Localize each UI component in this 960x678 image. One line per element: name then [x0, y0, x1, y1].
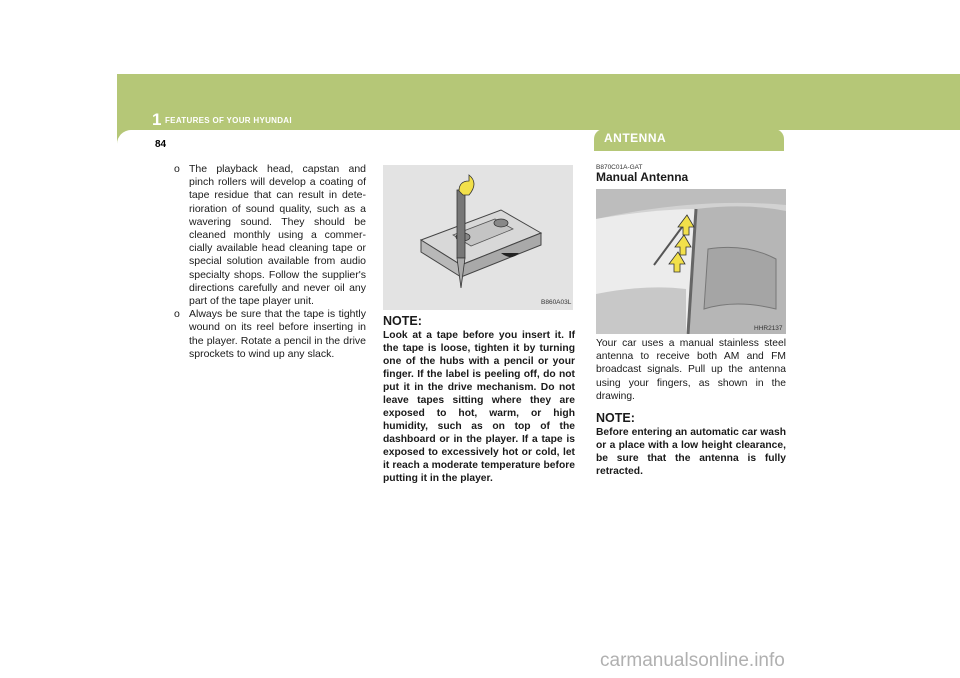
chapter-number: 1	[152, 110, 162, 129]
note-label: NOTE:	[383, 314, 422, 328]
list-item	[174, 308, 366, 361]
antenna-description: Your car uses a manual stainless steel antenna to receive both AM and FM broadcast signals. Pull up the antenna using your fingers, as shown in the drawing.	[596, 338, 786, 402]
bullet-marker: o	[174, 163, 180, 175]
cassette-tape-illustration	[383, 165, 573, 310]
watermark: carmanualsonline.info	[600, 650, 785, 671]
section-title: ANTENNA	[604, 131, 667, 145]
chapter-title: FEATURES OF YOUR HYUNDAI	[165, 116, 292, 125]
manual-antenna-drawing	[596, 189, 786, 334]
figure-code: B860A03L	[541, 299, 572, 306]
bullet-text: Always be sure that the tape is tightly wound on its reel before inserting in the player. Rotate a pencil in the drive sprockets to wind up any slack.	[189, 308, 366, 360]
tape-note	[383, 315, 575, 485]
note-text: Look at a tape before you insert it. If the tape is loose, tighten it by turning one of the hubs with a pencil or your finger. If the label is peeling off, do not put it in the drive mechanism. Do not leave tapes sitting where they are exposed to hot, warm, or high humidity, such as on top of the dashboard or in the player. If a tape is exposed to excessively hot or cold, let it reach a moderate temperature before putting it in the player.	[383, 330, 575, 484]
cassette-pencil-drawing	[383, 165, 573, 310]
subsection-title: Manual Antenna	[596, 170, 689, 184]
bullet-text: The playback head, capstan and pinch rollers will develop a coating of tape residue that can result in dete-rioration of sound quality, such as a wavering sound. They should be cleaned monthly using a commer-cially available head cleaning tape or special solution available from audio specialty shops. Follow the supplier's directions carefully and never oil any part of the tape player unit.	[189, 163, 366, 308]
antenna-illustration	[596, 189, 786, 334]
note-text: Before entering an automatic car wash or a place with a low height clearance, be sure that the antenna is fully retracted.	[596, 427, 786, 477]
note-label: NOTE:	[596, 411, 635, 425]
bullet-marker: o	[174, 308, 180, 321]
antenna-note	[596, 412, 786, 478]
maintenance-bullets	[174, 163, 366, 361]
page-number: 84	[155, 139, 167, 150]
list-item	[174, 163, 366, 308]
figure-code: HHR2137	[754, 325, 783, 332]
reference-code: B870C01A-GAT	[596, 164, 643, 171]
